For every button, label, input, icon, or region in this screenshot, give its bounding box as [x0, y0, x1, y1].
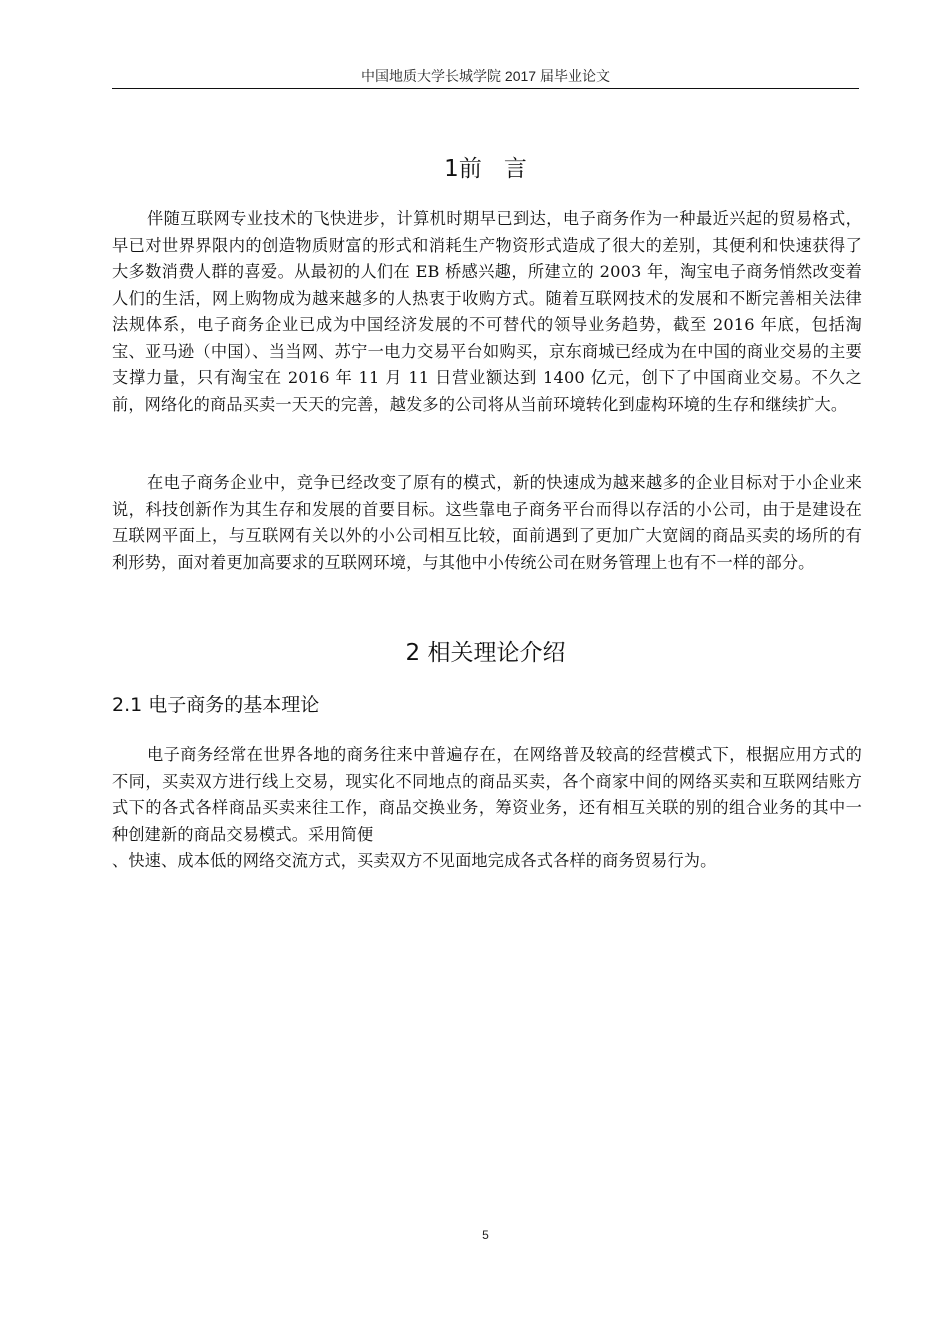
- page-number: 5: [482, 1228, 489, 1242]
- chapter-1-title-part1: 前: [458, 156, 482, 182]
- section-2-1-paragraph-tail: 、快速、成本低的网络交流方式，买卖双方不见面地完成各式各样的商务贸易行为。: [112, 851, 717, 870]
- running-header: 中国地质大学长城学院 2017 届毕业论文: [361, 68, 610, 84]
- chapter-1-paragraph-2: 在电子商务企业中，竞争已经改变了原有的模式，新的快速成为越来越多的企业目标对于小企业来说，科技创新作为其生存和发展的首要目标。这些靠电子商务平台而得以存活的小公司，由于是建设在互联网平面上，与互联网有关以外的小公司相互比较，面前遇到了更加广大宽阔的商品买卖的场所的有利形势，面对着更加高要求的互联网环境，与其他中小传统公司在财务管理上也有不一样的部分。: [112, 473, 862, 572]
- header-rule: [112, 88, 859, 89]
- chapter-1-title: [112, 150, 859, 183]
- chapter-1-paragraph-1: 伴随互联网专业技术的飞快进步，计算机时期早已到达，电子商务作为一种最近兴起的贸易格式，早已对世界界限内的创造物质财富的形式和消耗生产物资形式造成了很大的差别，其便利和快速获得了大多数消费人群的喜爱。从最初的人们在 EB 桥感兴趣，所建立的 2003 年，淘宝电子商务悄然改变着人们的生活，网上购物成为越来越多的人热衷于收购方式。随着互联网技术的发展和不断完善相关法律法规体系，电子商务企业已成为中国经济发展的不可替代的领导业务趋势，截至 2016 年底，包括淘宝、亚马逊（中国）、当当网、苏宁一电力交易平台如购买，京东商城已经成为在中国的商业交易的主要支撑力量，只有淘宝在 2016 年 11 月 11 日营业额达到 1400 亿元，创下了中国商业交易。不久之前，网络化的商品买卖一天天的完善，越发多的公司将从当前环境转化到虚构环境的生存和继续扩大。: [112, 209, 862, 414]
- section-2-1-title: 2.1 电子商务的基本理论: [112, 694, 320, 716]
- chapter-1-number: 1: [444, 156, 459, 182]
- chapter-1-title-part2: 言: [503, 156, 527, 182]
- section-2-1-paragraph: 电子商务经常在世界各地的商务往来中普遍存在，在网络普及较高的经营模式下，根据应用方式的不同，买卖双方进行线上交易，现实化不同地点的商品买卖，各个商家中间的网络买卖和互联网结账方式下的各式各样商品买卖来往工作，商品交换业务，筹资业务，还有相互关联的别的组合业务的其中一种创建新的商品交易模式。采用简便: [112, 745, 862, 844]
- chapter-2-title: 2 相关理论介绍: [405, 640, 566, 666]
